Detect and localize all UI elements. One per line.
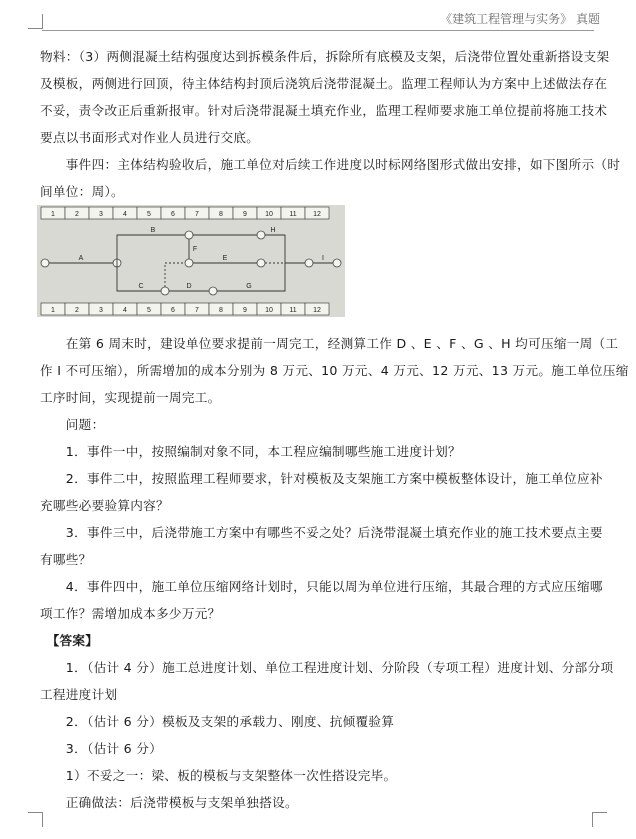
timeline-week-label: 9 bbox=[243, 211, 247, 218]
question-line: 3．事件三中，后浇带施工方案中有哪些不妥之处？后浇带混凝土填充作业的施工技术要点主要 bbox=[40, 525, 603, 540]
activity-label-h: H bbox=[270, 227, 276, 234]
timeline-week-label: 6 bbox=[171, 307, 175, 314]
paragraph-line: 事件四：主体结构验收后，施工单位对后续工作进度以时标网络图形式做出安排，如下图所示（时 bbox=[40, 157, 621, 172]
timeline-week-label: 1 bbox=[51, 307, 55, 314]
timeline-week-label: 2 bbox=[75, 307, 79, 314]
activity-label-g: G bbox=[246, 283, 252, 290]
answer-heading: 【答案】 bbox=[40, 633, 99, 648]
timeline-week-label: 6 bbox=[171, 211, 175, 218]
header-rule bbox=[42, 30, 594, 31]
paragraph-line: 间单位：周）。 bbox=[40, 184, 124, 199]
answer-line: 1．（估计 4 分）施工总进度计划、单位工程进度计划、分阶段（专项工程）进度计划、分部分项 bbox=[40, 660, 614, 675]
activity-label-a: A bbox=[78, 255, 84, 262]
timeline-week-label: 3 bbox=[99, 307, 103, 314]
timeline-week-label: 11 bbox=[289, 211, 297, 218]
timeline-week-label: 1 bbox=[51, 211, 55, 218]
answer-line: 工程进度计划 bbox=[40, 687, 118, 702]
activity-label-b: B bbox=[150, 227, 156, 234]
paragraph-line: 作 I 不可压缩），所需增加的成本分别为 8 万元、10 万元、4 万元、12 万元、13 万元。施工单位压缩 bbox=[40, 363, 629, 378]
paragraph-line: 不妥，责令改正后重新报审。针对后浇带混凝土填充作业，监理工程师要求施工单位提前将施工技术 bbox=[40, 103, 608, 118]
timeline-week-label: 5 bbox=[147, 211, 151, 218]
activity-label-i: I bbox=[322, 255, 324, 262]
question-line: 有哪些？ bbox=[40, 552, 92, 567]
timeline-week-label: 8 bbox=[219, 307, 223, 314]
answer-line: 正确做法：后浇带模板与支架单独搭设。 bbox=[40, 795, 298, 810]
question-line: 充哪些必要验算内容？ bbox=[40, 498, 169, 513]
answer-line: 2．（估计 6 分）模板及支架的承载力、刚度、抗倾覆验算 bbox=[40, 714, 395, 729]
timeline-week-label: 12 bbox=[313, 211, 321, 218]
timeline-week-label: 9 bbox=[243, 307, 247, 314]
paragraph-line: 及模板，两侧进行回顶，待主体结构封顶后浇筑后浇带混凝土。监理工程师认为方案中上述做法存在 bbox=[40, 76, 608, 91]
timeline-week-label: 4 bbox=[123, 211, 127, 218]
timeline-week-label: 4 bbox=[123, 307, 127, 314]
activity-label-d: D bbox=[186, 283, 192, 290]
timeline-week-label: 7 bbox=[195, 211, 199, 218]
paragraph-line: 工序时间，实现提前一周完工。 bbox=[40, 390, 221, 405]
time-scaled-network-diagram bbox=[37, 205, 345, 317]
question-line: 4．事件四中，施工单位压缩网络计划时，只能以周为单位进行压缩，其最合理的方式应压缩哪 bbox=[40, 579, 603, 594]
questions-heading: 问题： bbox=[40, 417, 105, 432]
timeline-week-label: 11 bbox=[289, 307, 297, 314]
crop-mark-top-left bbox=[28, 14, 43, 29]
timeline-week-label: 2 bbox=[75, 211, 79, 218]
answer-line: 3．（估计 6 分） bbox=[40, 741, 163, 756]
answer-line: 1）不妥之一：梁、板的模板与支架整体一次性搭设完毕。 bbox=[40, 768, 397, 783]
timeline-week-label: 5 bbox=[147, 307, 151, 314]
timeline-week-label: 12 bbox=[313, 307, 321, 314]
timeline-week-label: 8 bbox=[219, 211, 223, 218]
timeline-week-label: 7 bbox=[195, 307, 199, 314]
paragraph-line: 要点以书面形式对作业人员进行交底。 bbox=[40, 130, 260, 145]
paragraph-line: 在第 6 周末时，建设单位要求提前一周完工，经测算工作 D 、E 、F 、G 、H 均可压缩一周（工 bbox=[40, 336, 619, 351]
page-header: 《建筑工程管理与实务》 真题 bbox=[440, 12, 600, 26]
activity-label-f: F bbox=[192, 246, 198, 253]
activity-label-c: C bbox=[138, 283, 144, 290]
timeline-week-label: 10 bbox=[265, 211, 273, 218]
timeline-week-label: 3 bbox=[99, 211, 103, 218]
question-line: 1．事件一中，按照编制对象不同，本工程应编制哪些施工进度计划？ bbox=[40, 444, 461, 459]
paragraph-line: 物料：（3）两侧混凝土结构强度达到拆模条件后，拆除所有底模及支架，后浇带位置处重新搭设支架 bbox=[40, 49, 610, 64]
activity-label-e: E bbox=[222, 255, 228, 262]
question-line: 项工作？需增加成本多少万元？ bbox=[40, 606, 221, 621]
question-line: 2．事件二中，按照监理工程师要求，针对模板及支架施工方案中模板整体设计，施工单位应补 bbox=[40, 471, 603, 486]
timeline-week-label: 10 bbox=[265, 307, 273, 314]
